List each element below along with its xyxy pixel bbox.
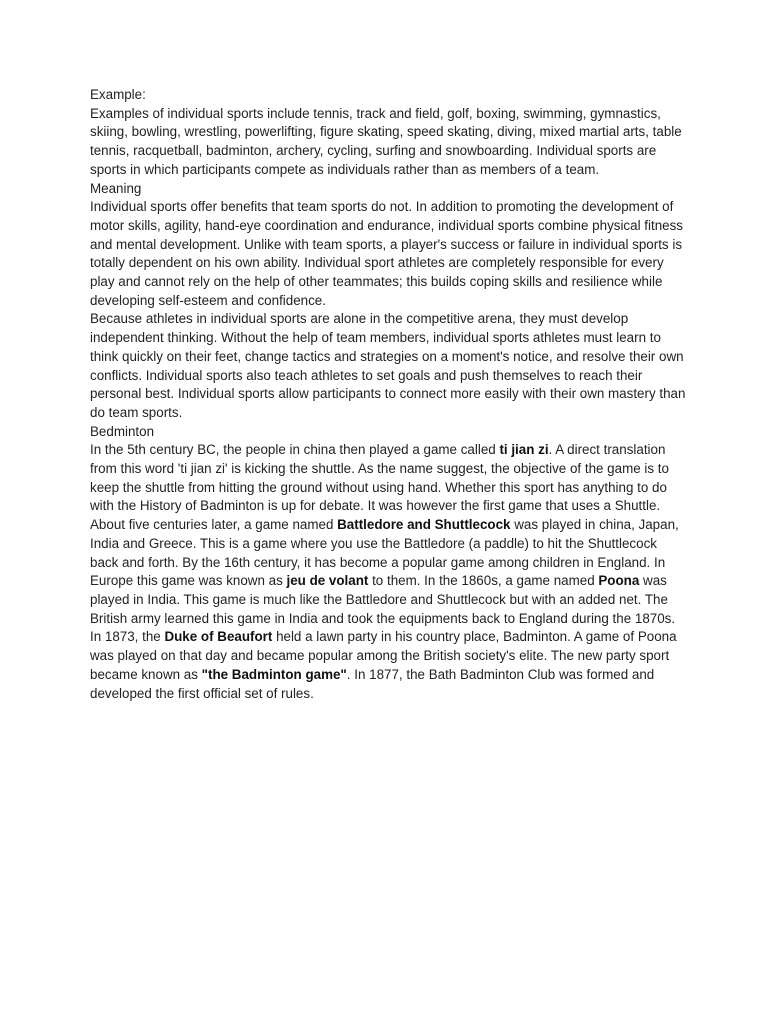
text-run: was played in India. This game is much like the Battledore and Shuttlecock but with an added net. The British army learned this game in India and took the equipments back to England during the 1870s. (90, 573, 676, 626)
bold-term-jeu-de-volant: jeu de volant (286, 573, 369, 589)
text-run: was played in china, Japan, India and Greece. This is a game where you use the Battledore (a paddle) to hit the Shuttlecock back and forth. By the 16th century, it has become a popular game among children in England. In Europe this game was known as (90, 517, 679, 589)
bold-term-poona: Poona (598, 573, 640, 589)
text-run: In the 5th century BC, the people in china then played a game called (90, 442, 500, 458)
bold-term-ti-jian-zi: ti jian zi (499, 442, 549, 458)
heading-meaning: Meaning (90, 180, 142, 196)
text-run: . In 1877, the Bath Badminton Club was formed and developed the first official set of rules. (90, 666, 655, 701)
bold-term-duke-of-beaufort: Duke of Beaufort (164, 629, 273, 645)
paragraph-battledore (90, 516, 686, 628)
bold-term-badminton-game: "the Badminton game" (201, 666, 347, 682)
text-run: . A direct translation from this word 'ti jian zi' is kicking the shuttle. As the name suggest, the objective of the game is to keep the shuttle from hitting the ground without using hand. Whether this sport has anything to do with the History of Badminton is up for debate. It was however the first game that uses a Shuttle. (90, 442, 669, 514)
paragraph-meaning-1: Individual sports offer benefits that team sports do not. In addition to promoting the development of motor skills, agility, hand-eye coordination and endurance, individual sports combine physical fitness and mental development. Unlike with team sports, a player's success or failure in individual sports is totally dependent on his own ability. Individual sport athletes are completely responsible for every play and cannot rely on the help of other teammates; this builds coping skills and resilience while developing self-esteem and confidence. (90, 199, 683, 308)
paragraph-ti-jian-zi (90, 441, 686, 516)
heading-example: Example: (90, 87, 146, 102)
text-run: to them. In the 1860s, a game named (368, 573, 599, 589)
paragraph-duke-of-beaufort (90, 628, 686, 703)
paragraph-examples: Examples of individual sports include tennis, track and field, golf, boxing, swimming, gymnastics, skiing, bowling, wrestling, powerlifting, figure skating, speed skating, diving, mixed martial arts, table tennis, racquetball, badminton, archery, cycling, surfing and snowboarding. Individual sports are sports in which participants compete as individuals rather than as members of a team. (90, 105, 682, 177)
text-run: In 1873, the (90, 629, 165, 645)
document-body (90, 86, 686, 703)
text-run: held a lawn party in his country place, Badminton. A game of Poona was played on that day and became popular among the British society's elite. The new party sport became known as (90, 629, 677, 682)
bold-term-battledore: Battledore and Shuttlecock (337, 517, 511, 533)
paragraph-meaning-2: Because athletes in individual sports are alone in the competitive arena, they must develop independent thinking. Without the help of team members, individual sports athletes must learn to think quickly on their feet, change tactics and strategies on a moment's notice, and resolve their own conflicts. Individual sports also teach athletes to set goals and push themselves to reach their personal best. Individual sports allow participants to connect more easily with their own mastery than do team sports. (90, 311, 686, 420)
heading-bedminton: Bedminton (90, 423, 155, 439)
text-run: About five centuries later, a game named (90, 517, 338, 533)
